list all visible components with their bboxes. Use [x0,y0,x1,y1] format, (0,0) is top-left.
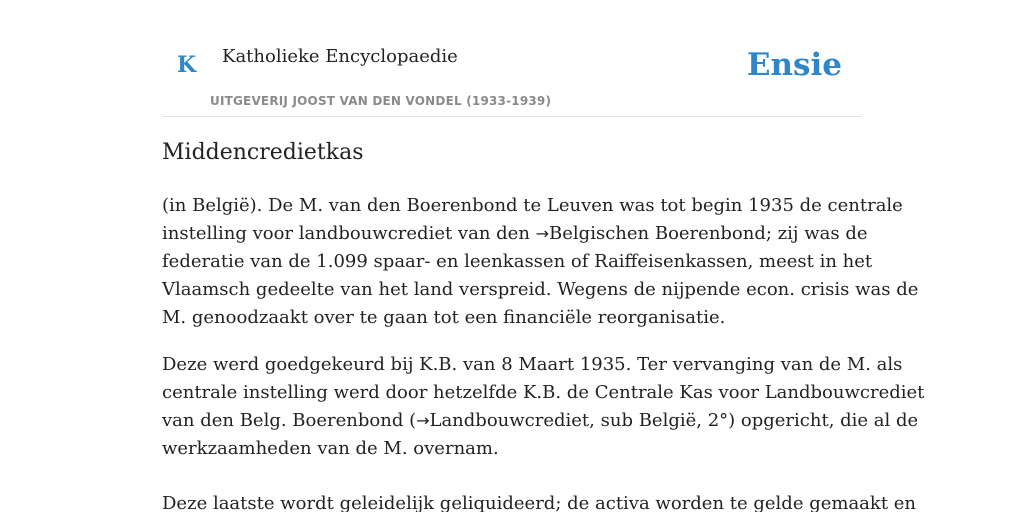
header [162,0,862,117]
cross-reference-link-landbouwcrediet[interactable] [416,410,589,431]
line-text: ; zij was de [765,223,868,244]
book-title[interactable]: Katholieke Encyclopaedie [222,46,458,67]
paragraph-line [162,220,868,248]
paragraph-line: werkzaamheden van de M. overnam. [162,438,499,459]
line-text: , sub België, 2°) opgericht, die al de [589,410,919,431]
paragraph-line [162,407,919,435]
paragraph-line: (in België). De M. van den Boerenbond te Leuven was tot begin 1935 de centrale [162,195,903,216]
line-text: van den Belg. Boerenbond ( [162,410,417,431]
publisher-subtitle: UITGEVERIJ JOOST VAN DEN VONDEL (1933-1939) [210,94,552,108]
paragraph-line: federatie van de 1.099 spaar- en leenkassen of Raiffeisenkassen, meest in het [162,251,873,272]
right-arrow-icon: → [416,411,430,430]
paragraph-line: Deze laatste wordt geleidelijk geliquideerd; de activa worden te gelde gemaakt en [162,493,917,512]
paragraph-line: Deze werd goedgekeurd bij K.B. van 8 Maart 1935. Ter vervanging van de M. als [162,354,903,375]
content-container [162,0,925,512]
cross-reference-label: Landbouwcrediet [429,410,590,431]
ensie-brand-link[interactable]: Ensie [746,47,842,83]
cross-reference-link-belgischen-boerenbond[interactable] [536,223,766,244]
book-logo-icon[interactable]: K [177,52,197,78]
cross-reference-label: Belgischen Boerenbond [549,223,766,244]
article-paragraph-2 [162,351,925,463]
paragraph-line: centrale instelling werd door hetzelfde K.B. de Centrale Kas voor Landbouwcrediet [162,382,925,403]
line-text: instelling voor landbouwcrediet van den [162,223,536,244]
article-paragraph-1 [162,192,919,332]
right-arrow-icon: → [535,224,550,243]
page-title: Middencredietkas [162,140,364,165]
paragraph-line: Vlaamsch gedeelte van het land verspreid. Wegens de nijpende econ. crisis was de [162,279,919,300]
article-paragraph-3 [162,490,917,512]
paragraph-line: M. genoodzaakt over te gaan tot een financiële reorganisatie. [162,307,726,328]
